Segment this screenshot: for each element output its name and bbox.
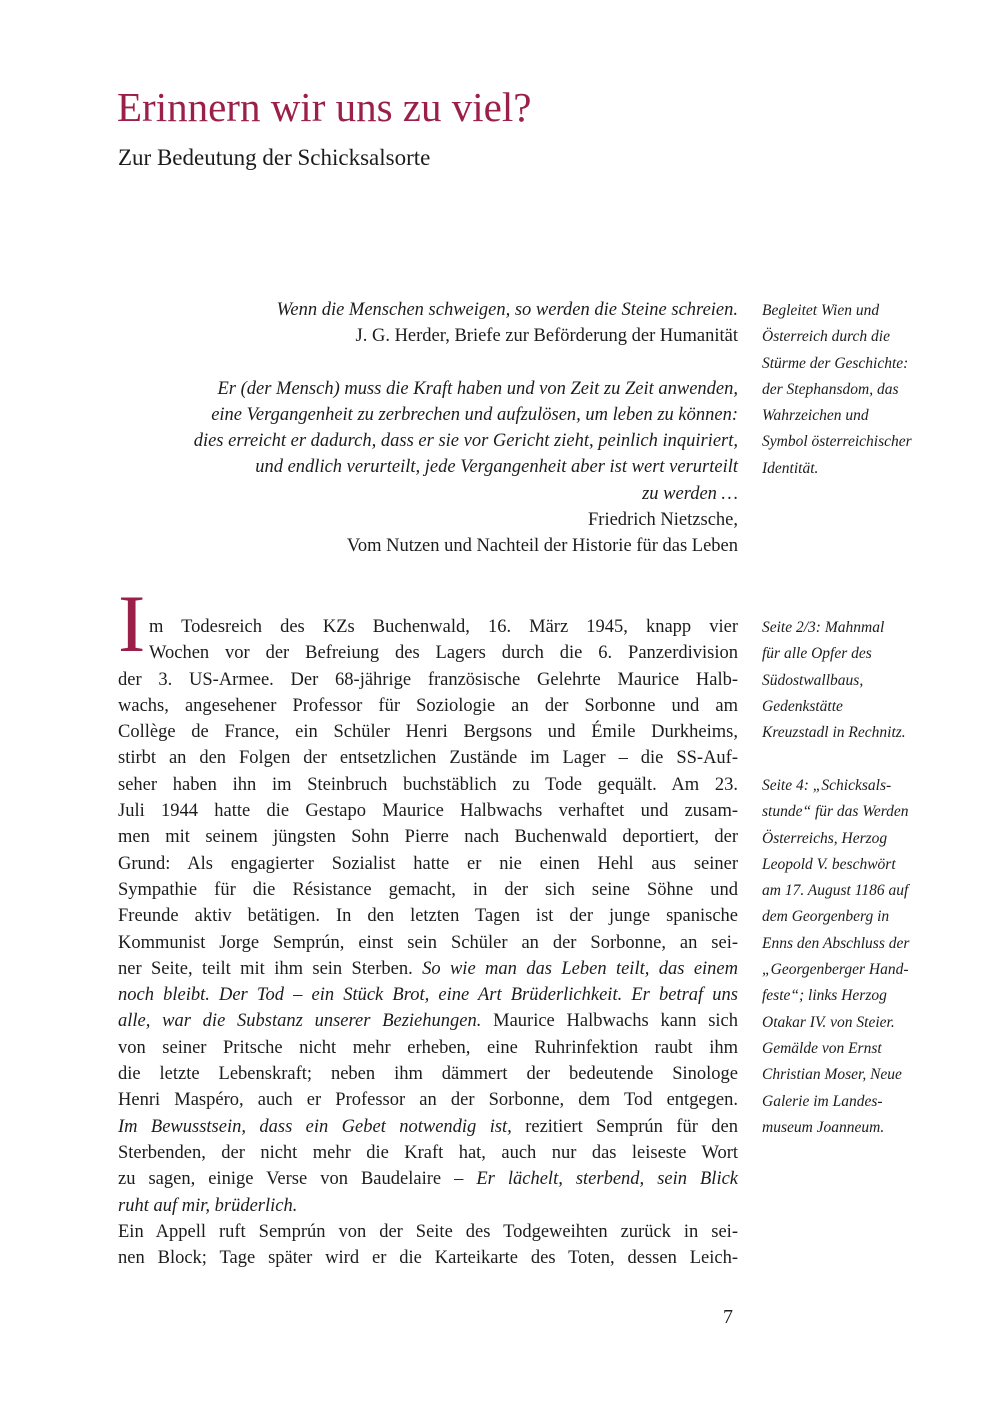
body-line: Grund: Als engagierter Sozialist hatte er nie einen Hehl aus seiner xyxy=(118,853,738,874)
caption-line: Otakar IV. von Steier. xyxy=(762,1013,895,1031)
semprun-quote: Im Bewusstsein, dass ein Gebet notwendig ist, xyxy=(118,1116,512,1137)
caption-line: Österreichs, Herzog xyxy=(762,829,888,847)
chapter-title: Erinnern wir uns zu viel? xyxy=(117,84,532,130)
herder-quote: Wenn die Menschen schweigen, so werden die Steine schreien. xyxy=(276,300,738,320)
body-line: Juli 1944 hatte die Gestapo Maurice Halbwachs verhaftet und zusam- xyxy=(118,801,738,822)
nietzsche-quote-line: dies erreicht er dadurch, dass er sie vor Gericht zieht, peinlich inquiriert, xyxy=(193,431,738,452)
caption-line: Leopold V. beschwört xyxy=(762,855,896,873)
caption-line: feste“; links Herzog xyxy=(762,987,887,1005)
caption-line: „Georgenberger Hand- xyxy=(762,961,909,979)
body-line: der 3. US-Armee. Der 68-jährige französische Gelehrte Maurice Halb- xyxy=(118,669,738,690)
body-line: stirbt an den Folgen der entsetzlichen Zustände im Lager – die SS-Auf- xyxy=(118,748,738,769)
body-text xyxy=(118,614,738,1271)
body-text-run: rezitiert Semprún für den xyxy=(511,1116,738,1137)
body-line: Collège de France, ein Schüler Henri Bergsons und Émile Durkheims, xyxy=(118,722,738,743)
body-line xyxy=(118,1114,738,1140)
caption-line: Seite 2/3: Mahnmal xyxy=(762,619,885,636)
semprun-quote: So wie man das Leben teilt, das einem xyxy=(422,958,738,979)
baudelaire-quote: ruht auf mir, brüderlich. xyxy=(118,1195,298,1216)
body-line: seher haben ihn im Steinbruch buchstäblich zu Tode gequält. Am 23. xyxy=(118,774,738,795)
caption-georgenberg xyxy=(762,773,947,1141)
body-text-run: ner Seite, teilt mit ihm sein Sterben. xyxy=(118,958,423,979)
herder-source: J. G. Herder, Briefe zur Beförderung der Humanität xyxy=(355,326,738,347)
caption-line: Gedenkstätte xyxy=(762,697,843,715)
body-line: Kommunist Jorge Semprún, einst sein Schüler an der Sorbonne, an sei- xyxy=(118,932,738,953)
caption-line: Seite 4: „Schicksals- xyxy=(762,777,892,794)
caption-line: Österreich durch die xyxy=(762,328,890,346)
body-line: Wochen vor der Befreiung des Lagers durch die 6. Panzerdivision xyxy=(149,643,738,664)
semprun-quote: alle, war die Substanz unserer Beziehungen. xyxy=(118,1011,482,1032)
body-line: Sterbenden, der nicht mehr die Kraft hat, auch nur das leiseste Wort xyxy=(118,1142,738,1163)
nietzsche-quote-line: eine Vergangenheit zu zerbrechen und aufzulösen, um leben zu können: xyxy=(211,404,738,425)
body-line xyxy=(118,1166,738,1192)
caption-line: am 17. August 1186 auf xyxy=(762,882,909,900)
body-text-run: zu sagen, einige Verse von Baudelaire – xyxy=(118,1169,477,1190)
caption-line: Symbol österreichischer xyxy=(762,433,912,451)
caption-line: der Stephansdom, das xyxy=(762,380,899,398)
caption-line: Christian Moser, Neue xyxy=(762,1066,902,1084)
body-line: von seiner Pritsche nicht mehr erheben, eine Ruhrinfektion raubt ihm xyxy=(118,1037,738,1058)
caption-line: Enns den Abschluss der xyxy=(762,934,910,952)
body-line: Sympathie für die Résistance gemacht, in der sich seine Söhne und xyxy=(118,879,738,900)
body-line: wachs, angesehener Professor für Soziologie an der Sorbonne und am xyxy=(118,695,738,716)
body-line xyxy=(118,1008,738,1034)
caption-line: Wahrzeichen und xyxy=(762,407,869,425)
body-line: nen Block; Tage später wird er die Karteikarte des Toten, dessen Leich- xyxy=(118,1248,738,1269)
caption-line: stunde“ für das Werden xyxy=(762,803,909,821)
caption-line: für alle Opfer des xyxy=(762,645,872,663)
caption-line: Stürme der Geschichte: xyxy=(762,354,909,372)
body-line: m Todesreich des KZs Buchenwald, 16. März 1945, knapp vier xyxy=(149,617,738,637)
body-line: Ein Appell ruft Semprún von der Seite des Todgeweihten zurück in sei- xyxy=(118,1221,738,1242)
body-line: men mit seinem jüngsten Sohn Pierre nach Buchenwald deportiert, der xyxy=(118,827,738,848)
caption-line: Gemälde von Ernst xyxy=(762,1039,882,1057)
caption-line: Südostwallbaus, xyxy=(762,671,864,689)
epigraphs xyxy=(118,297,738,560)
caption-stephansdom xyxy=(762,298,947,482)
baudelaire-quote: Er lächelt, sterbend, sein Blick xyxy=(476,1169,738,1190)
body-line: Henri Maspéro, auch er Professor an der Sorbonne, dem Tod entgegen. xyxy=(118,1090,738,1111)
caption-line: Galerie im Landes- xyxy=(762,1092,883,1110)
nietzsche-quote-line: Er (der Mensch) muss die Kraft haben und von Zeit zu Zeit anwenden, xyxy=(217,378,738,399)
caption-mahnmal xyxy=(762,615,947,746)
caption-line: Begleitet Wien und xyxy=(762,302,880,319)
nietzsche-work: Vom Nutzen und Nachteil der Historie für das Leben xyxy=(346,536,738,557)
caption-line: museum Joanneum. xyxy=(762,1118,885,1136)
nietzsche-quote-line: zu werden … xyxy=(642,483,738,504)
caption-line: dem Georgenberg in xyxy=(762,908,890,926)
caption-line: Kreuzstadl in Rechnitz. xyxy=(762,724,906,742)
page-number: 7 xyxy=(723,1306,733,1328)
nietzsche-author: Friedrich Nietzsche, xyxy=(588,510,738,531)
nietzsche-quote-line: und endlich verurteilt, jede Vergangenheit aber ist wert verurteilt xyxy=(255,457,738,478)
chapter-subtitle: Zur Bedeutung der Schicksalsorte xyxy=(118,145,431,170)
body-line: Freunde aktiv betätigen. In den letzten Tagen ist der junge spanische xyxy=(118,906,738,927)
caption-line: Identität. xyxy=(762,459,819,477)
drop-cap: I xyxy=(118,578,146,669)
semprun-quote: noch bleibt. Der Tod – ein Stück Brot, eine Art Brüderlichkeit. Er betraf uns xyxy=(118,985,738,1006)
body-line: die letzte Lebenskraft; neben ihm dämmert der bedeutende Sinologe xyxy=(118,1064,738,1085)
body-text-run: Maurice Halbwachs kann sich xyxy=(481,1011,739,1032)
body-line xyxy=(118,956,738,982)
